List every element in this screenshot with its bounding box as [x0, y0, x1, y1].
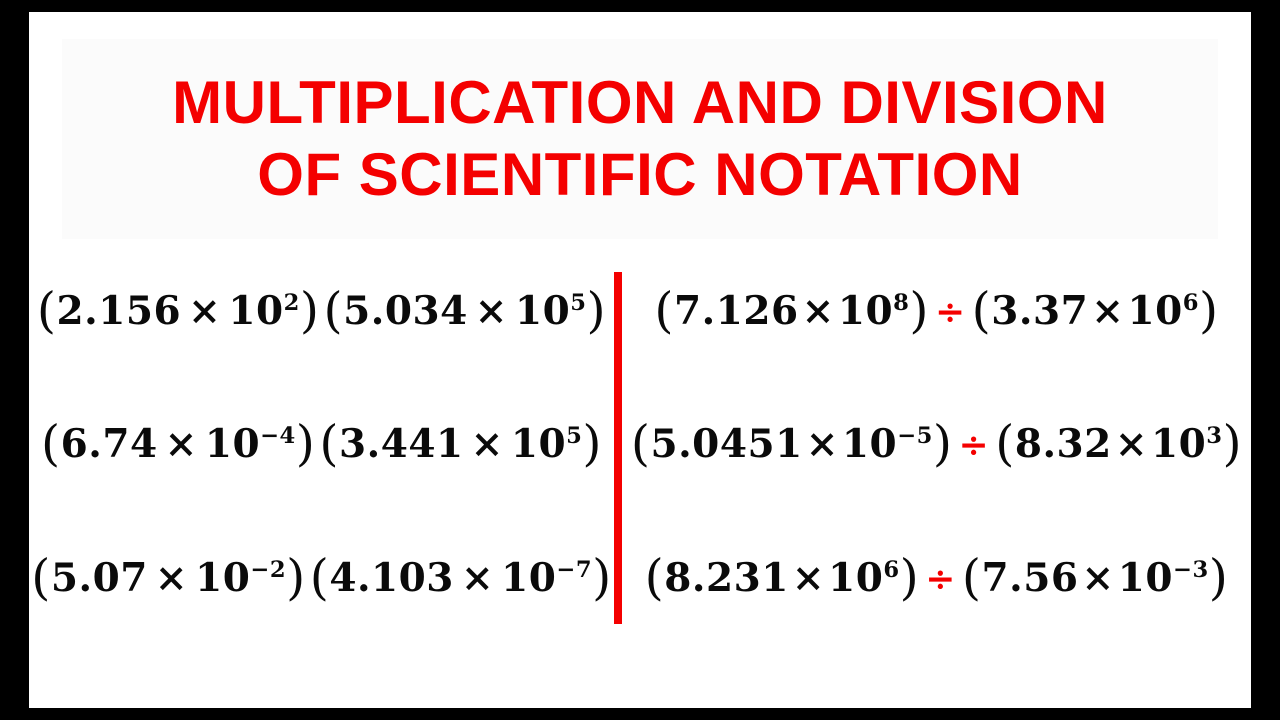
problem-content [29, 244, 1251, 644]
open-paren: ( [995, 415, 1015, 473]
close-paren: ) [286, 548, 306, 606]
exponent: 6 [883, 556, 900, 583]
multiply-symbol: × [1081, 554, 1115, 601]
exponent: −3 [1173, 556, 1209, 583]
open-paren: ( [654, 282, 675, 340]
division-expression-1 [654, 282, 1218, 339]
division-column [622, 244, 1251, 644]
division-expression-3 [645, 549, 1229, 606]
close-paren: ) [295, 415, 316, 473]
problem-row [29, 244, 614, 377]
multiply-symbol: × [154, 554, 189, 601]
coefficient: 7.126 [674, 288, 799, 335]
divide-symbol: ÷ [925, 557, 956, 600]
base: 10 [228, 288, 284, 335]
problem-row [29, 511, 614, 644]
multiply-symbol: × [1091, 288, 1125, 335]
open-paren: ( [644, 548, 665, 606]
coefficient: 5.07 [50, 554, 148, 601]
coefficient: 7.56 [981, 554, 1079, 601]
close-paren: ) [899, 548, 920, 606]
coefficient: 5.0451 [650, 421, 803, 468]
open-paren: ( [36, 282, 57, 340]
close-paren: ) [1198, 282, 1219, 340]
exponent: 5 [566, 423, 583, 450]
close-paren: ) [592, 548, 612, 606]
division-expression-2 [631, 415, 1242, 472]
open-paren: ( [41, 415, 61, 473]
multiplication-expression-3 [31, 549, 611, 606]
base: 10 [204, 421, 261, 468]
coefficient: 3.37 [991, 288, 1089, 335]
multiply-symbol: × [470, 421, 504, 468]
multiplication-expression-1 [37, 282, 606, 339]
close-paren: ) [299, 282, 320, 340]
exponent: 3 [1206, 423, 1223, 450]
open-paren: ( [31, 548, 51, 606]
coefficient: 5.034 [343, 288, 468, 335]
open-paren: ( [309, 548, 330, 606]
column-divider [614, 272, 622, 624]
page-title-line-1: MULTIPLICATION AND DIVISION [172, 69, 1108, 136]
exponent: −5 [897, 423, 933, 450]
base: 10 [1117, 554, 1174, 601]
multiply-symbol: × [791, 554, 826, 601]
coefficient: 3.441 [339, 421, 464, 468]
open-paren: ( [323, 282, 344, 340]
exponent: 5 [570, 290, 587, 317]
multiplication-column [29, 244, 614, 644]
open-paren: ( [971, 282, 992, 340]
coefficient: 8.231 [664, 554, 789, 601]
exponent: −2 [250, 556, 287, 583]
close-paren: ) [909, 282, 929, 340]
open-paren: ( [961, 548, 982, 606]
exponent: 8 [893, 290, 910, 317]
multiply-symbol: × [460, 554, 495, 601]
exponent: 2 [283, 290, 300, 317]
close-paren: ) [586, 282, 607, 340]
divide-symbol: ÷ [958, 424, 990, 467]
slide [29, 12, 1251, 708]
base: 10 [1127, 288, 1183, 335]
open-paren: ( [319, 415, 340, 473]
open-paren: ( [630, 415, 651, 473]
multiply-symbol: × [1114, 421, 1148, 468]
base: 10 [1151, 421, 1207, 468]
coefficient: 6.74 [60, 421, 158, 468]
close-paren: ) [932, 415, 953, 473]
base: 10 [837, 288, 894, 335]
problem-row [29, 377, 614, 510]
divide-symbol: ÷ [934, 291, 966, 334]
problem-row [622, 511, 1251, 644]
multiply-symbol: × [801, 288, 835, 335]
exponent: −7 [556, 556, 593, 583]
exponent: 6 [1182, 290, 1199, 317]
page-title-line-2: OF SCIENTIFIC NOTATION [257, 141, 1023, 208]
problem-row [622, 377, 1251, 510]
close-paren: ) [1208, 548, 1229, 606]
exponent: −4 [260, 423, 296, 450]
multiplication-expression-2 [41, 415, 602, 472]
coefficient: 4.103 [329, 554, 454, 601]
coefficient: 8.32 [1014, 421, 1112, 468]
base: 10 [514, 288, 571, 335]
base: 10 [510, 421, 567, 468]
base: 10 [501, 554, 557, 601]
close-paren: ) [1222, 415, 1243, 473]
multiply-symbol: × [188, 288, 222, 335]
base: 10 [195, 554, 251, 601]
multiply-symbol: × [164, 421, 198, 468]
coefficient: 2.156 [56, 288, 182, 335]
problem-row [622, 244, 1251, 377]
title-band [62, 39, 1218, 239]
close-paren: ) [582, 415, 602, 473]
base: 10 [828, 554, 884, 601]
base: 10 [841, 421, 898, 468]
multiply-symbol: × [474, 288, 508, 335]
multiply-symbol: × [805, 421, 839, 468]
